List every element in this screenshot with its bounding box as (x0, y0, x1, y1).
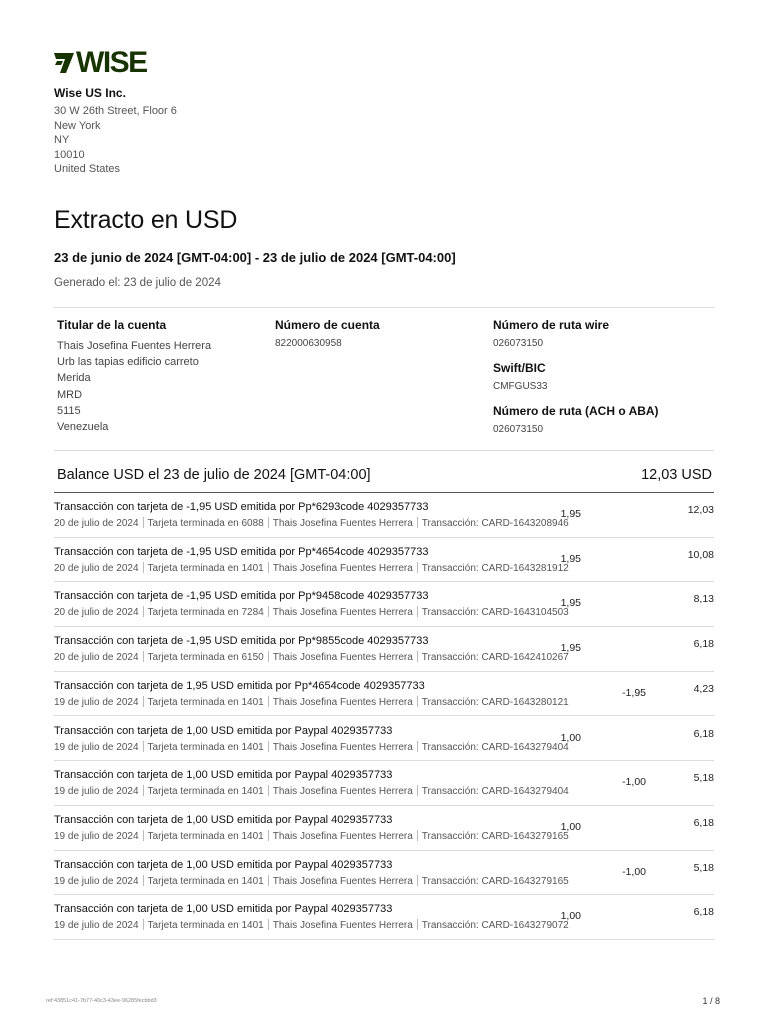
transaction-credit: 1,95 (560, 642, 581, 655)
transaction-meta (54, 696, 569, 708)
balance-amount: 12,03 USD (641, 467, 712, 483)
transaction-row (54, 895, 714, 940)
routing-block (493, 318, 659, 435)
meta-separator (143, 875, 144, 886)
transaction-credit: 1,00 (560, 731, 581, 744)
transaction-date: 19 de julio de 2024 (54, 741, 139, 753)
transaction-description: Transacción con tarjeta de 1,00 USD emitida por Paypal 4029357733 (54, 903, 393, 916)
account-number-block (275, 318, 380, 349)
transaction-card: Tarjeta terminada en 6088 (147, 518, 264, 529)
transaction-description: Transacción con tarjeta de 1,95 USD emitida por Pp*4654code 4029357733 (54, 679, 425, 692)
transaction-name: Thais Josefina Fuentes Herrera (272, 875, 413, 887)
transaction-card: Tarjeta terminada en 1401 (147, 830, 264, 842)
account-holder-line: 5115 (57, 404, 81, 417)
transaction-name: Thais Josefina Fuentes Herrera (272, 607, 413, 619)
meta-separator (143, 696, 144, 707)
company-address-line: 30 W 26th Street, Floor 6 (54, 105, 177, 117)
transaction-id: Transacción: CARD-1643281912 (421, 562, 569, 574)
wise-logo-icon (54, 46, 158, 76)
transaction-row (54, 538, 714, 583)
transaction-meta (54, 875, 569, 887)
company-address-line: New York (54, 119, 101, 132)
transaction-card: Tarjeta terminada en 1401 (147, 741, 264, 753)
transaction-credit: 1,95 (560, 597, 581, 610)
transaction-date: 19 de julio de 2024 (54, 696, 139, 708)
account-holder-line: Venezuela (57, 421, 109, 434)
transaction-balance: 6,18 (693, 816, 714, 829)
transaction-name: Thais Josefina Fuentes Herrera (272, 562, 413, 574)
transaction-row (54, 582, 714, 627)
transaction-meta (54, 785, 569, 797)
transaction-balance: 12,03 (687, 504, 714, 516)
transaction-name: Thais Josefina Fuentes Herrera (272, 786, 413, 798)
transaction-credit: 1,95 (560, 552, 581, 565)
meta-separator (417, 919, 418, 930)
transaction-date: 20 de julio de 2024 (54, 652, 139, 664)
meta-separator (268, 517, 269, 528)
transaction-meta (54, 741, 569, 753)
transaction-name: Thais Josefina Fuentes Herrera (272, 696, 413, 708)
account-holder-line: MRD (57, 388, 83, 401)
transaction-balance: 6,18 (693, 638, 714, 651)
transaction-date: 20 de julio de 2024 (54, 562, 139, 574)
transaction-balance: 8,13 (693, 593, 714, 606)
transaction-id: Transacción: CARD-1643104503 (421, 607, 569, 619)
transaction-meta (54, 651, 569, 663)
transaction-description: Transacción con tarjeta de -1,95 USD emitida por Pp*9855code 4029357733 (54, 635, 429, 648)
ach-routing-value: 026073150 (493, 424, 544, 435)
transaction-meta (54, 517, 569, 529)
transaction-id: Transacción: CARD-1643279165 (421, 875, 569, 887)
transaction-card: Tarjeta terminada en 1401 (147, 875, 264, 887)
statement-title: Extracto en USD (54, 206, 238, 234)
transaction-card: Tarjeta terminada en 6150 (147, 652, 264, 664)
company-name: Wise US Inc. (54, 86, 126, 100)
transaction-id: Transacción: CARD-1642410267 (421, 652, 569, 664)
transaction-row (54, 627, 714, 672)
company-address-line: United States (54, 163, 121, 176)
transaction-card: Tarjeta terminada en 1401 (147, 562, 264, 574)
meta-separator (143, 741, 144, 752)
page-number: 1 / 8 (702, 996, 720, 1006)
transaction-balance: 6,18 (693, 906, 714, 919)
transaction-card: Tarjeta terminada en 1401 (147, 920, 264, 932)
transaction-name: Thais Josefina Fuentes Herrera (272, 830, 413, 842)
meta-separator (143, 651, 144, 662)
transaction-id: Transacción: CARD-1643279165 (421, 830, 569, 842)
ach-routing-label: Número de ruta (ACH o ABA) (493, 404, 659, 418)
transaction-description: Transacción con tarjeta de -1,95 USD emitida por Pp*6293code 4029357733 (54, 501, 429, 513)
meta-separator (268, 919, 269, 930)
wire-routing-label: Número de ruta wire (493, 318, 610, 332)
meta-separator (417, 517, 418, 528)
meta-separator (143, 517, 144, 528)
meta-separator (268, 875, 269, 886)
transaction-name: Thais Josefina Fuentes Herrera (272, 920, 413, 932)
transaction-date: 19 de julio de 2024 (54, 920, 139, 932)
transaction-balance: 10,08 (687, 548, 714, 561)
transaction-card: Tarjeta terminada en 1401 (147, 696, 264, 708)
account-holder-block (57, 318, 211, 435)
transaction-description: Transacción con tarjeta de -1,95 USD emitida por Pp*4654code 4029357733 (54, 545, 429, 558)
transaction-card: Tarjeta terminada en 7284 (147, 607, 264, 619)
meta-separator (417, 875, 418, 886)
transaction-credit: 1,00 (560, 820, 581, 833)
meta-separator (268, 651, 269, 662)
company-address-line: 10010 (54, 148, 85, 161)
transaction-balance: 5,18 (693, 772, 714, 785)
swift-label: Swift/BIC (493, 361, 546, 375)
account-number-label: Número de cuenta (275, 318, 380, 332)
transaction-credit: 1,95 (560, 508, 581, 520)
transaction-debit: -1,00 (622, 776, 646, 789)
account-holder-line: Thais Josefina Fuentes Herrera (57, 340, 212, 352)
account-holder-label: Titular de la cuenta (57, 318, 167, 332)
meta-separator (268, 696, 269, 707)
account-holder-line: Urb las tapias edificio carreto (57, 356, 199, 369)
account-number-value: 822000630958 (275, 338, 342, 349)
company-block (54, 86, 354, 177)
meta-separator (417, 785, 418, 796)
transaction-credit: 1,00 (560, 910, 581, 923)
svg-text:WISE: WISE (76, 46, 147, 76)
transaction-row (54, 761, 714, 806)
transaction-date: 19 de julio de 2024 (54, 786, 139, 798)
meta-separator (268, 606, 269, 617)
transaction-id: Transacción: CARD-1643279404 (421, 741, 569, 753)
transaction-id: Transacción: CARD-1643280121 (421, 696, 569, 708)
transaction-debit: -1,00 (622, 865, 646, 878)
transaction-meta (54, 830, 569, 842)
meta-separator (268, 741, 269, 752)
divider (54, 307, 714, 308)
transaction-debit: -1,95 (622, 686, 646, 699)
transaction-id: Transacción: CARD-1643279072 (421, 920, 569, 932)
transaction-row (54, 493, 714, 538)
transaction-id: Transacción: CARD-1643279404 (421, 786, 569, 798)
wise-logo (54, 46, 158, 76)
meta-separator (143, 562, 144, 573)
transaction-name: Thais Josefina Fuentes Herrera (272, 741, 413, 753)
meta-separator (417, 741, 418, 752)
transaction-date: 19 de julio de 2024 (54, 875, 139, 887)
transaction-description: Transacción con tarjeta de 1,00 USD emitida por Paypal 4029357733 (54, 858, 393, 871)
transaction-name: Thais Josefina Fuentes Herrera (272, 652, 413, 664)
meta-separator (268, 562, 269, 573)
transaction-balance: 6,18 (693, 727, 714, 740)
transaction-row (54, 672, 714, 717)
transaction-date: 20 de julio de 2024 (54, 518, 139, 529)
wire-routing-value: 026073150 (493, 338, 544, 349)
meta-separator (417, 606, 418, 617)
swift-value: CMFGUS33 (493, 381, 548, 392)
meta-separator (417, 562, 418, 573)
meta-separator (417, 696, 418, 707)
transaction-meta (54, 606, 569, 618)
balance-label: Balance USD el 23 de julio de 2024 [GMT-04:00] (57, 467, 371, 483)
transaction-row (54, 806, 714, 851)
footer-reference: ref:43851c41-7b77-40c3-43ee-96285fecbbd3 (46, 998, 157, 1004)
transaction-row (54, 717, 714, 762)
meta-separator (143, 830, 144, 841)
transaction-balance: 5,18 (693, 861, 714, 874)
transaction-description: Transacción con tarjeta de 1,00 USD emitida por Paypal 4029357733 (54, 724, 393, 737)
company-address-line: NY (54, 134, 70, 147)
transaction-description: Transacción con tarjeta de -1,95 USD emitida por Pp*9458code 4029357733 (54, 590, 429, 603)
transaction-id: Transacción: CARD-1643208946 (421, 518, 569, 529)
transaction-date: 19 de julio de 2024 (54, 830, 139, 842)
meta-separator (268, 830, 269, 841)
transaction-row (54, 851, 714, 896)
statement-period: 23 de junio de 2024 [GMT-04:00] - 23 de julio de 2024 [GMT-04:00] (54, 250, 456, 265)
transaction-description: Transacción con tarjeta de 1,00 USD emitida por Paypal 4029357733 (54, 769, 393, 782)
transaction-balance: 4,23 (693, 682, 714, 695)
transaction-meta (54, 562, 569, 574)
meta-separator (143, 785, 144, 796)
transaction-date: 20 de julio de 2024 (54, 607, 139, 619)
meta-separator (417, 651, 418, 662)
meta-separator (143, 919, 144, 930)
statement-generated-date: Generado el: 23 de julio de 2024 (54, 277, 221, 289)
divider (54, 450, 714, 451)
account-holder-line: Merida (57, 372, 91, 385)
meta-separator (143, 606, 144, 617)
meta-separator (417, 830, 418, 841)
transaction-name: Thais Josefina Fuentes Herrera (272, 518, 413, 529)
transaction-card: Tarjeta terminada en 1401 (147, 786, 264, 798)
transaction-meta (54, 919, 569, 931)
meta-separator (268, 785, 269, 796)
transaction-description: Transacción con tarjeta de 1,00 USD emitida por Paypal 4029357733 (54, 813, 393, 826)
